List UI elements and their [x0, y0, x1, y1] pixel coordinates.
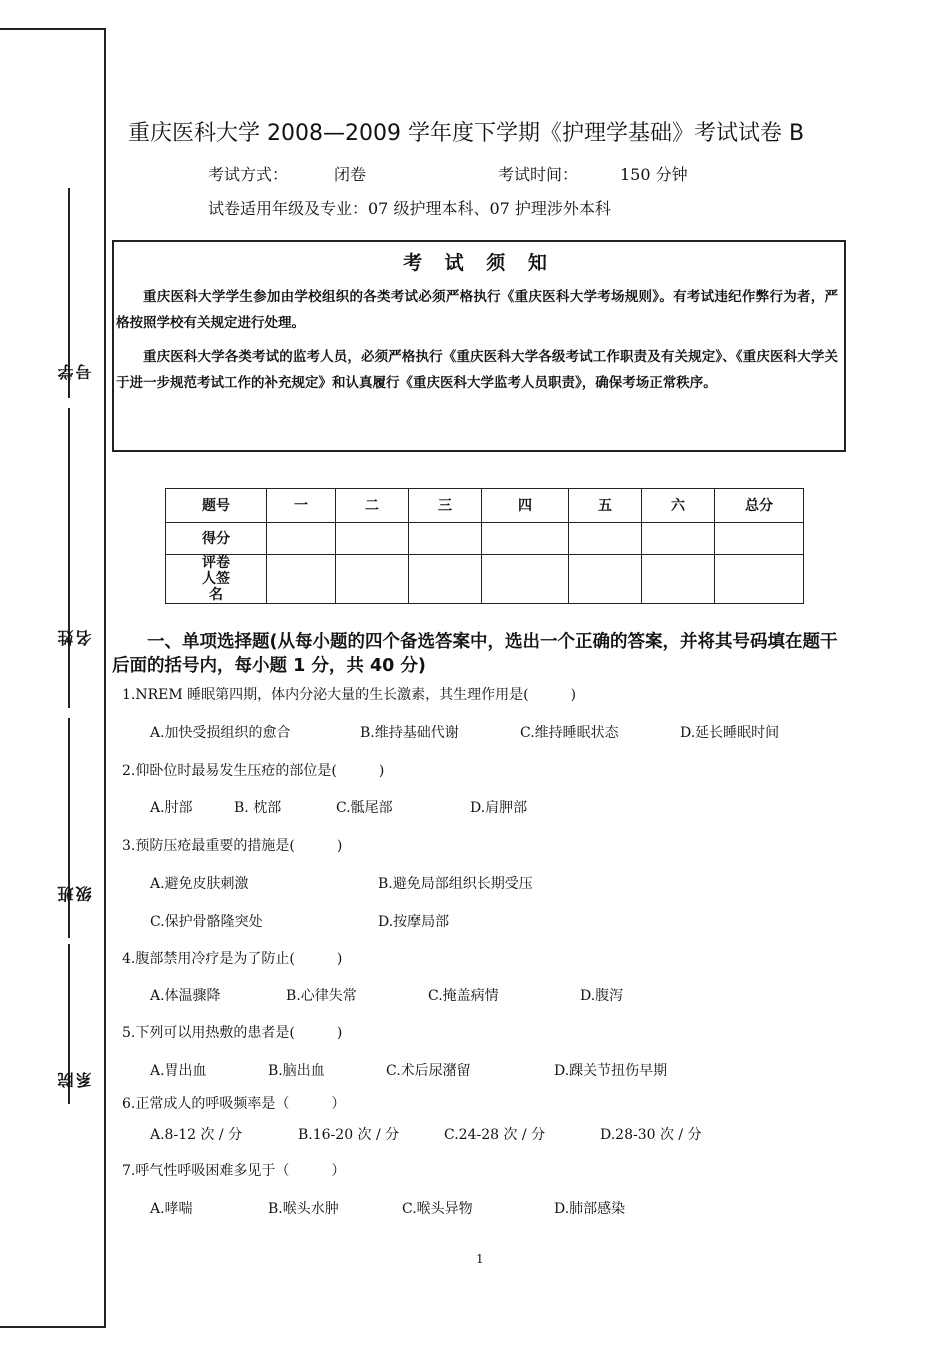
q2-option-d: D.肩胛部 [470, 800, 528, 816]
q5-option-d: D.踝关节扭伤早期 [554, 1063, 668, 1079]
notice-paragraph-2: 重庆医科大学各类考试的监考人员，必须严格执行《重庆医科大学各级考试工作职责及有关规定》、《重庆医科大学关于进一步规范考试工作的补充规定》和认真履行《重庆医科大学监考人员职责》，确保考场正常秩序。 [116, 349, 838, 391]
header-section-2: 二 [336, 489, 409, 523]
grader-cell[interactable] [482, 555, 569, 604]
name-line [68, 408, 70, 708]
grader-cell[interactable] [569, 555, 642, 604]
name-label: 姓名 [57, 630, 94, 646]
exam-time-value: 150 分钟 [620, 165, 688, 184]
q7-option-c: C.喉头异物 [402, 1201, 473, 1217]
score-row [166, 523, 804, 555]
question-2: 2.仰卧位时最易发生压疮的部位是( ) [122, 763, 385, 779]
score-cell[interactable] [267, 523, 336, 555]
grader-cell[interactable] [336, 555, 409, 604]
question-1: 1.NREM 睡眠第四期，体内分泌大量的生长激素，其生理作用是( ) [122, 687, 577, 703]
q3-option-a: A.避免皮肤刺激 [150, 876, 249, 892]
header-section-5: 五 [569, 489, 642, 523]
q2-option-a: A.肘部 [150, 800, 193, 816]
score-cell[interactable] [482, 523, 569, 555]
grader-row [166, 555, 804, 604]
q1-option-b: B.维持基础代谢 [360, 725, 459, 741]
grader-cell[interactable] [409, 555, 482, 604]
header-section-1: 一 [267, 489, 336, 523]
score-table-header-row [166, 489, 804, 523]
q5-option-b: B.脑出血 [268, 1063, 325, 1079]
exam-mode-label: 考试方式： [208, 165, 289, 184]
q7-option-a: A.哮喘 [150, 1201, 193, 1217]
score-cell[interactable] [715, 523, 804, 555]
q6-option-b: B.16-20 次 / 分 [298, 1127, 400, 1143]
page-number: 1 [476, 1252, 484, 1266]
class-label: 班级 [57, 886, 94, 902]
q3-option-c: C.保护骨骼隆突处 [150, 914, 263, 930]
q4-option-b: B.心律失常 [286, 988, 357, 1004]
notice-heading: 考 试 须 知 [403, 252, 555, 274]
q6-option-c: C.24-28 次 / 分 [444, 1127, 546, 1143]
question-5: 5.下列可以用热敷的患者是( ) [122, 1025, 343, 1041]
score-cell[interactable] [409, 523, 482, 555]
q6-option-d: D.28-30 次 / 分 [600, 1127, 702, 1143]
q4-option-d: D.腹泻 [580, 988, 624, 1004]
q5-option-c: C.术后尿潴留 [386, 1063, 471, 1079]
header-section-4: 四 [482, 489, 569, 523]
exam-time-label: 考试时间： [498, 165, 579, 184]
q3-option-d: D.按摩局部 [378, 914, 450, 930]
exam-title: 重庆医科大学 2008—2009 学年度下学期《护理学基础》考试试卷 B [128, 121, 805, 146]
student-id-label: 学号 [57, 364, 94, 380]
score-table [165, 488, 804, 604]
binding-margin [0, 28, 106, 1328]
exam-notice-box [112, 240, 846, 452]
q1-option-d: D.延长睡眠时间 [680, 725, 780, 741]
q1-option-c: C.维持睡眠状态 [520, 725, 619, 741]
grader-row-label: 评卷人签名 [166, 555, 267, 604]
grader-cell[interactable] [267, 555, 336, 604]
q1-option-a: A.加快受损组织的愈合 [150, 725, 291, 741]
q7-option-d: D.肺部感染 [554, 1201, 626, 1217]
q2-option-b: B. 枕部 [234, 800, 282, 816]
q4-option-a: A.体温骤降 [150, 988, 221, 1004]
header-question-number: 题号 [166, 489, 267, 523]
grader-cell[interactable] [642, 555, 715, 604]
q7-option-b: B.喉头水肿 [268, 1201, 339, 1217]
department-label: 院系 [57, 1072, 94, 1088]
q6-option-a: A.8-12 次 / 分 [150, 1127, 243, 1143]
header-section-3: 三 [409, 489, 482, 523]
score-cell[interactable] [336, 523, 409, 555]
exam-mode-value: 闭卷 [334, 165, 367, 184]
header-section-6: 六 [642, 489, 715, 523]
score-cell[interactable] [642, 523, 715, 555]
class-line [68, 718, 70, 938]
notice-paragraph-1: 重庆医科大学学生参加由学校组织的各类考试必须严格执行《重庆医科大学考场规则》。有考试违纪作弊行为者，严格按照学校有关规定进行处理。 [116, 289, 838, 331]
question-6: 6.正常成人的呼吸频率是（ ） [122, 1096, 346, 1112]
section-1-title: 一、单项选择题(从每小题的四个备选答案中，选出一个正确的答案，并将其号码填在题干后面的括号内，每小题 1 分，共 40 分) [112, 632, 838, 676]
question-4: 4.腹部禁用冷疗是为了防止( ) [122, 951, 343, 967]
score-cell[interactable] [569, 523, 642, 555]
q3-option-b: B.避免局部组织长期受压 [378, 876, 533, 892]
header-total: 总分 [715, 489, 804, 523]
q5-option-a: A.胃出血 [150, 1063, 207, 1079]
q4-option-c: C.掩盖病情 [428, 988, 499, 1004]
grader-cell[interactable] [715, 555, 804, 604]
question-7: 7.呼气性呼吸困难多见于（ ） [122, 1163, 346, 1179]
score-row-label: 得分 [166, 523, 267, 555]
q2-option-c: C.骶尾部 [336, 800, 393, 816]
question-3: 3.预防压疮最重要的措施是( ) [122, 838, 343, 854]
applicable-grades: 试卷适用年级及专业：07 级护理本科、07 护理涉外本科 [208, 199, 611, 218]
